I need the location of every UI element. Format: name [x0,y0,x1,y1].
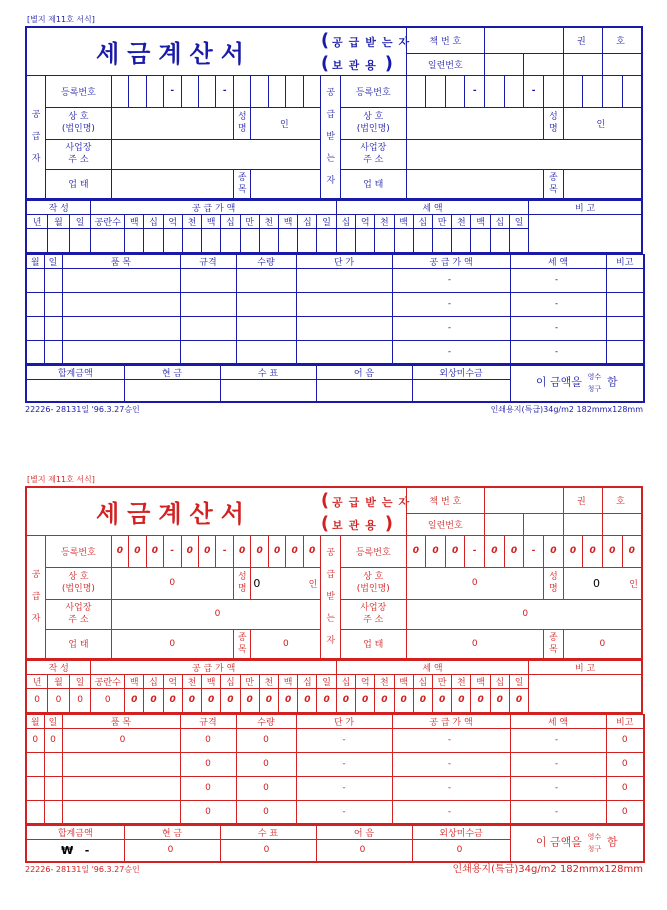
table-row[interactable]: - - [26,292,644,316]
table-row[interactable]: - - [26,340,644,364]
items-table-blue: 월 일 품 목 규격 수량 단 가 공 급 가 액 세 액 비고 - - - - - - - - [25,254,645,366]
table-row[interactable]: - - [26,316,644,340]
paper-spec: 인쇄용지(특급)34g/m2 182mmx128mm [452,863,643,875]
total-amount[interactable]: ₩ - [26,840,124,862]
tax-invoice-blue [25,14,643,417]
book-number-label: 책 번 호 [406,27,485,53]
invoice-table-red: 세금계산서 ( 공급받는자 책 번 호 권 호 ( 보관용 ) 일련번호 공 급 자 등록번호 0 0 0 - 0 0 - 0 0 0 0 0 공 급 받 는 자 등록번호 0 0 0 - 0 0 - 0 0 0 0 0 상 호 (법인명) 0 성 명 0 인 상 호 (법인명) 0 성 명 0 인 사업장 주 소 0 사업장 주 소 0 업 태 0 종 목 0 업 태 0 종 목 0 [25,486,643,660]
supplier-label: 공 급 자 [26,75,46,199]
supplier-label: 공 급 자 [26,535,46,659]
invoice-title: 세금계산서 [95,39,252,68]
invoice-title: 세금계산서 [95,499,252,528]
claim-box: 이 금액을 영수 청구 함 [510,366,644,402]
copy-type-top: 공급받는자 [331,36,416,49]
copy-type-bottom: 보관용 [331,59,382,73]
supplier-reg-no-label: 등록번호 [46,75,112,107]
amount-table-blue: 작 성 공 급 가 액 세 액 비 고 년 월 일 공란수 백 십 억 천 백 십 만 천 백 십 일 십 억 천 백 십 만 천 백 십 일 [25,200,643,254]
serial-label: 일련번호 [406,53,485,75]
totals-table-blue: 합계금액 현 금 수 표 어 음 외상미수금 이 금액을 영수 청구 함 [25,365,645,403]
paper-spec: 인쇄용지(특급)34g/m2 182mmx128mm [490,404,643,414]
table-row[interactable]: 0 0 - - - 0 [26,800,644,824]
approval-number: 22226- 28131일 '96.3.27승인 [25,404,140,414]
approval-number: 22226- 28131일 '96.3.27승인 [25,864,140,874]
volume-label: 권 [563,27,602,53]
table-row[interactable]: - - [26,268,644,292]
receiver-label: 공 급 받 는 자 [321,75,341,199]
items-table-red: 월 일 품 목 규격 수량 단 가 공 급 가 액 세 액 비고 0 0 0 0 0 - - - 0 0 0 - - - 0 0 0 - - - 0 0 0 - - - 0 [25,714,645,826]
form-id: [별지 제11호 서식] [27,475,95,484]
tax-invoice-red [25,474,643,877]
claim-box: 이 금액을 영수 청구 함 [510,826,644,862]
receiver-reg-no-label: 등록번호 [341,75,407,107]
form-id: [별지 제11호 서식] [27,15,95,24]
totals-table-red: 합계금액 현 금 수 표 어 음 외상미수금 이 금액을 영수 청구 함 ₩ - 0 0 0 0 [25,825,645,863]
item-label: 호 [602,27,642,53]
table-row[interactable]: 0 0 0 0 0 - - - 0 [26,728,644,752]
receiver-company[interactable] [406,107,543,139]
copy-type-top: 공급받는자 [331,496,416,509]
receiver-address[interactable] [406,139,642,169]
amount-table-red: 작 성 공 급 가 액 세 액 비 고 년 월 일 공란수 백 십 억 천 백 십 만 천 백 십 일 십 억 천 백 십 만 천 백 십 일 0 0 0 0 0 0 0 0 0 0 0 0 0 0 0 0 0 0 0 0 0 0 0 0 0 [25,660,643,714]
table-row[interactable]: 0 0 - - - 0 [26,752,644,776]
receiver-label: 공 급 받 는 자 [321,535,341,659]
supplier-address[interactable] [111,139,321,169]
invoice-table-blue: 세금계산서 ( 공급받는자 책 번 호 권 호 ( 보관용 ) 일련번호 공 급 자 등록번호 - - 공 급 받 는 자 등록번호 - - 상 호 (법인명) 성 명 인 상 호 (법인명) 성 명 인 사업장 주 소 사업장 주 소 업 태 종 목 업 태 종 목 [25,26,643,200]
table-row[interactable]: 0 0 - - - 0 [26,776,644,800]
copy-type-bottom: 보관용 [331,519,382,533]
supplier-company[interactable] [111,107,233,139]
